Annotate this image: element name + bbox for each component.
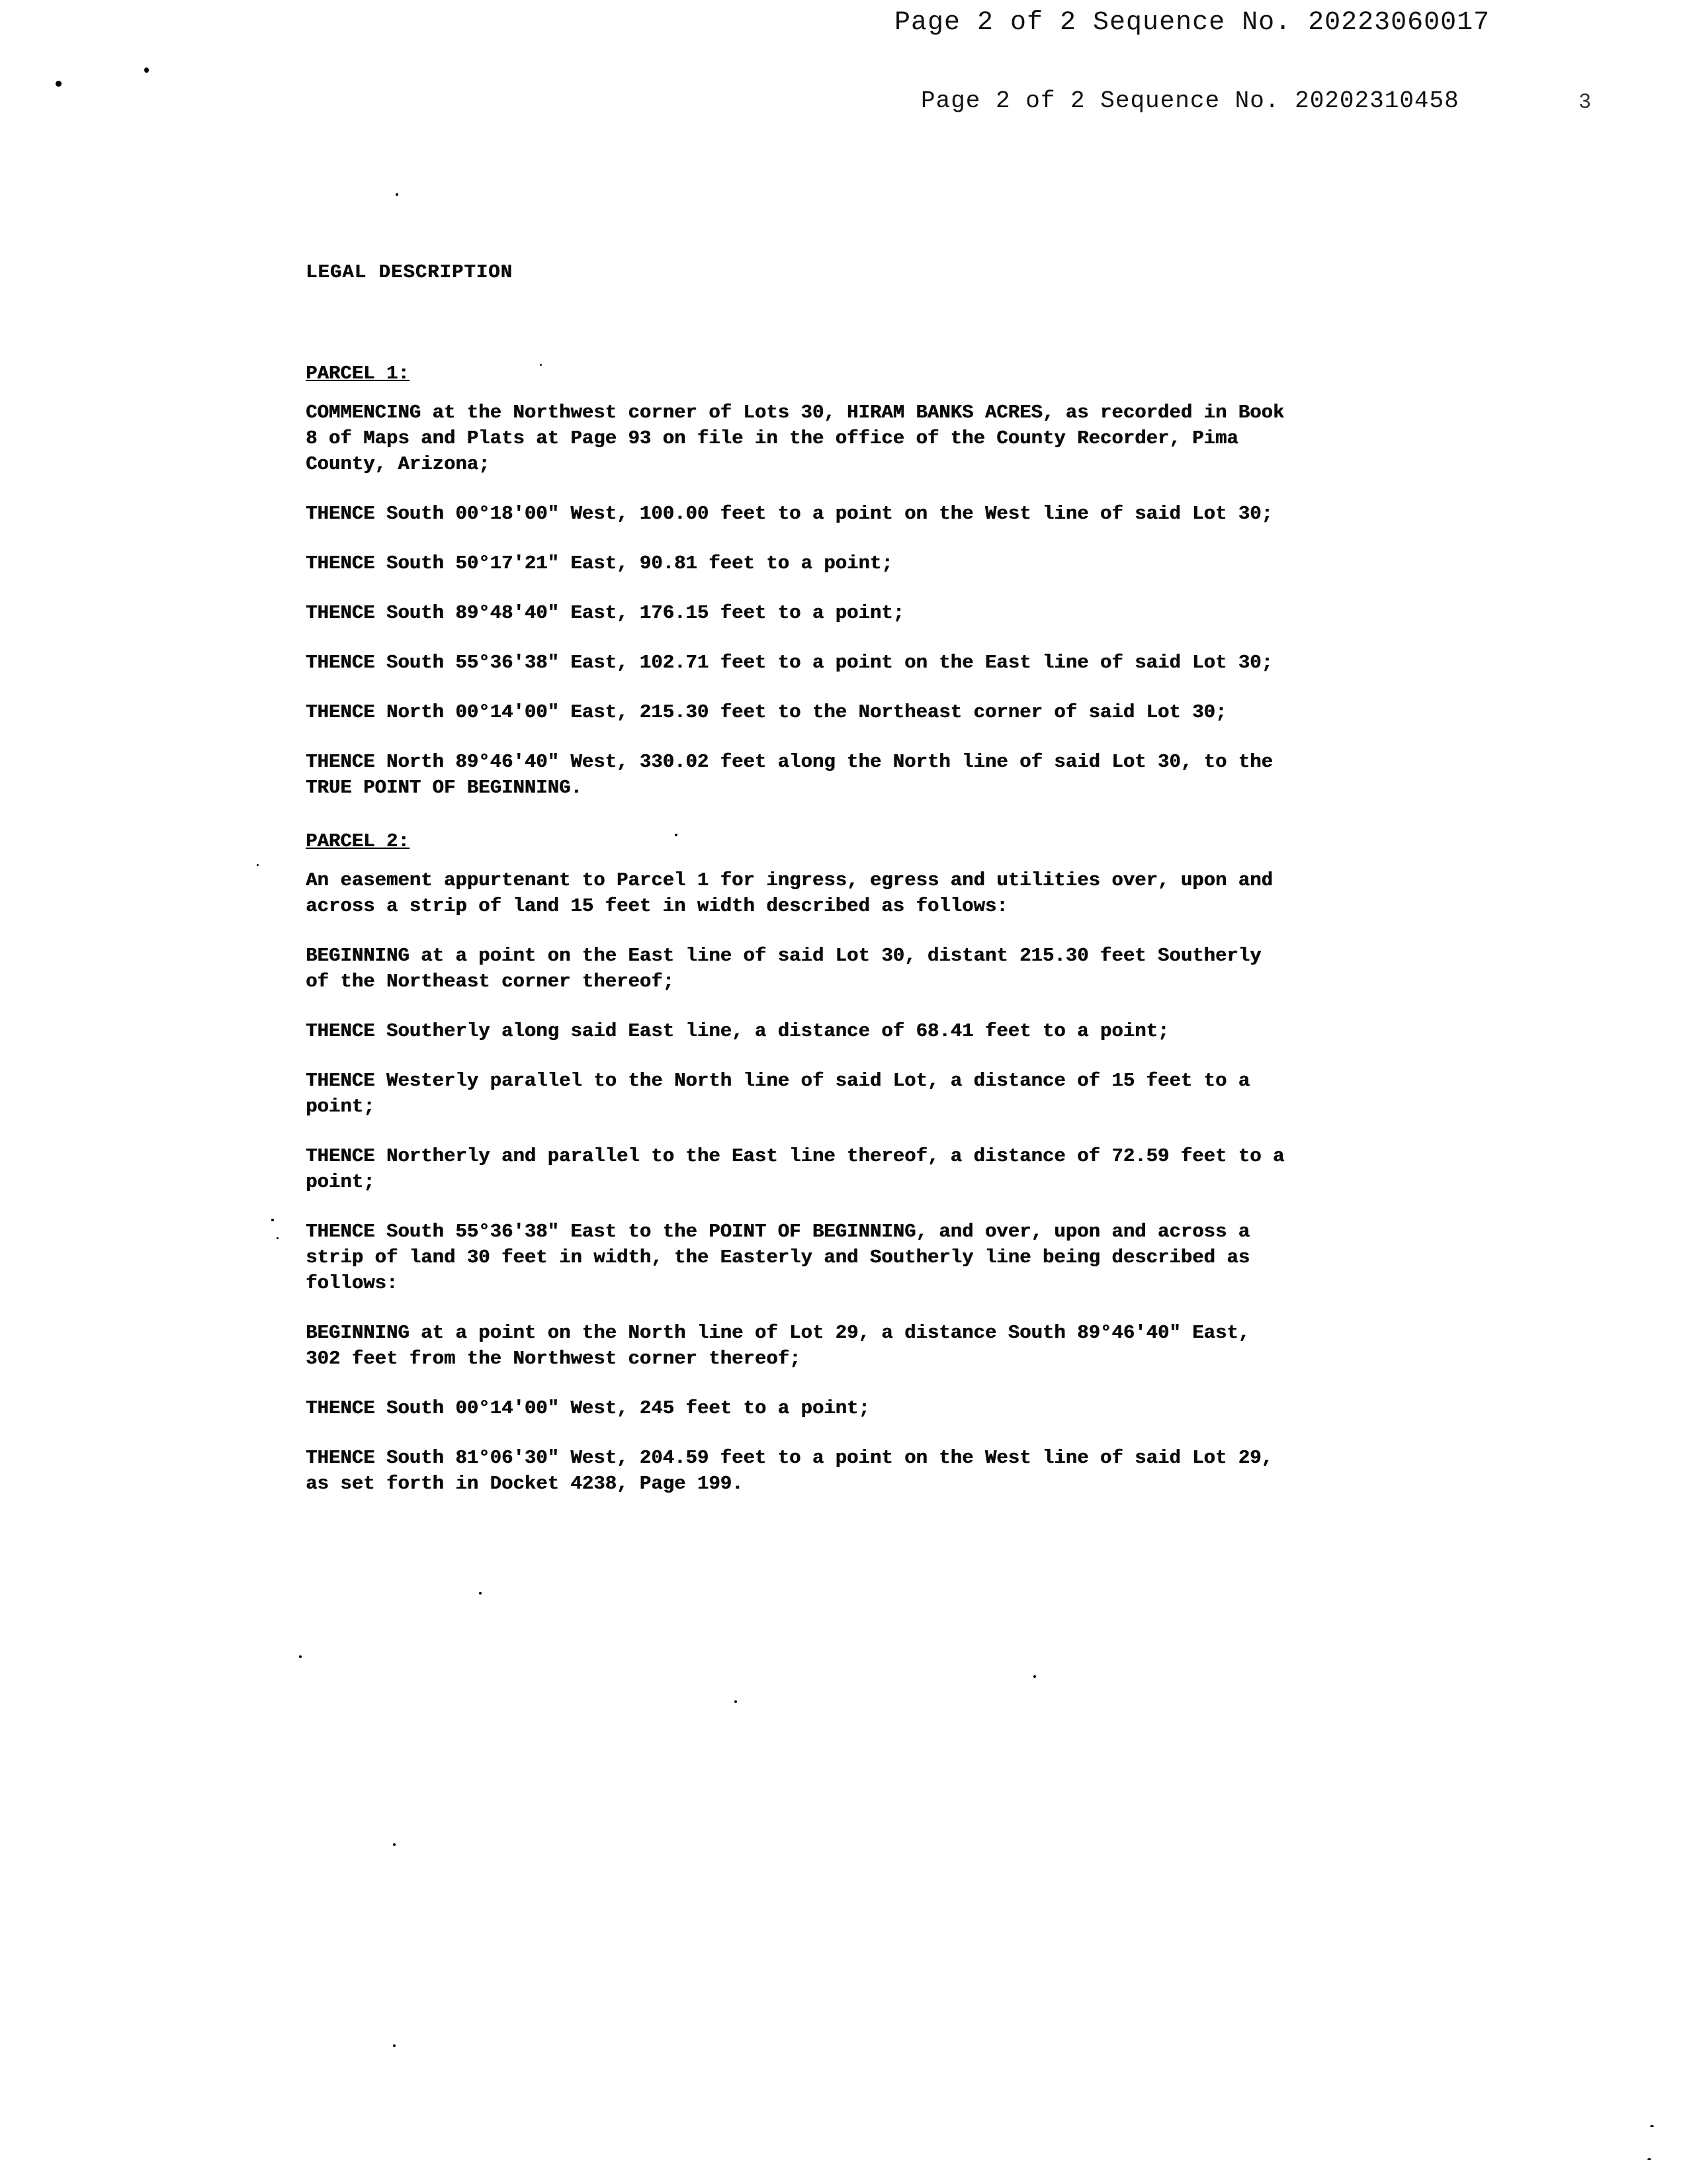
parcel-1-paragraph: THENCE South 55°36'38" East, 102.71 feet to a point on the East line of said Lot 30; [306,652,1273,674]
parcel-1-heading: PARCEL 1: [306,363,410,384]
scan-speck [277,1237,279,1239]
parcel-2-paragraph: THENCE Westerly parallel to the North line of said Lot, a distance of 15 feet to a point; [306,1070,1250,1117]
parcel-2-paragraph: THENCE South 00°14'00" West, 245 feet to a point; [306,1397,870,1419]
scan-speck [393,2044,396,2047]
scan-speck [1033,1675,1036,1678]
scan-speck [1647,2158,1651,2160]
scan-speck [1650,2125,1654,2127]
page-sequence-header-original: Page 2 of 2 Sequence No. 20202310458 [921,87,1459,114]
parcel-1-paragraph: THENCE North 89°46'40" West, 330.02 feet along the North line of said Lot 30, to the TRUE POINT OF BEGINNING. [306,751,1273,799]
scan-speck [56,81,62,87]
parcel-2-paragraph: THENCE Northerly and parallel to the East line thereof, a distance of 72.59 feet to a point; [306,1145,1285,1193]
parcel-1-paragraph: THENCE North 00°14'00" East, 215.30 feet to the Northeast corner of said Lot 30; [306,701,1227,723]
scan-speck [271,1219,274,1221]
margin-mark: 3 [1579,90,1592,114]
legal-description-document [306,259,1377,1524]
parcel-2-paragraph: BEGINNING at a point on the East line of said Lot 30, distant 215.30 feet Southerly of the Northeast corner thereof; [306,945,1262,992]
scan-speck [396,193,398,196]
parcel-1-paragraph: COMMENCING at the Northwest corner of Lots 30, HIRAM BANKS ACRES, as recorded in Book 8 of Maps and Plats at Page 93 on file in the office of the County Recorder, Pima County, Arizona; [306,402,1285,475]
parcel-1-paragraph: THENCE South 00°18'00" West, 100.00 feet to a point on the West line of said Lot 30; [306,503,1273,525]
document-title: LEGAL DESCRIPTION [306,261,513,283]
parcel-2-paragraph: BEGINNING at a point on the North line of Lot 29, a distance South 89°46'40" East, 302 feet from the Northwest corner thereof; [306,1322,1250,1370]
parcel-1-paragraph: THENCE South 50°17'21" East, 90.81 feet to a point; [306,552,893,574]
parcel-2-paragraph: THENCE Southerly along said East line, a distance of 68.41 feet to a point; [306,1020,1170,1042]
parcel-2-paragraph: An easement appurtenant to Parcel 1 for ingress, egress and utilities over, upon and across a strip of land 15 feet in width described as follows: [306,869,1273,917]
scan-speck [734,1700,737,1703]
parcel-2-section [306,828,1377,1497]
scan-speck [144,67,149,73]
page-sequence-header-top: Page 2 of 2 Sequence No. 20223060017 [894,8,1491,38]
parcel-2-paragraph: THENCE South 55°36'38" East to the POINT OF BEGINNING, and over, upon and across a strip of land 30 feet in width, the Easterly and Southerly line being described as follows: [306,1221,1250,1294]
scan-speck [479,1592,482,1594]
scan-speck [299,1655,302,1658]
parcel-1-paragraph: THENCE South 89°48'40" East, 176.15 feet to a point; [306,602,904,624]
scan-speck [257,864,259,866]
parcel-2-paragraph: THENCE South 81°06'30" West, 204.59 feet to a point on the West line of said Lot 29, as set forth in Docket 4238, Page 199. [306,1447,1273,1495]
scan-speck [393,1843,396,1846]
parcel-1-section [306,361,1377,801]
parcel-2-heading: PARCEL 2: [306,830,410,852]
